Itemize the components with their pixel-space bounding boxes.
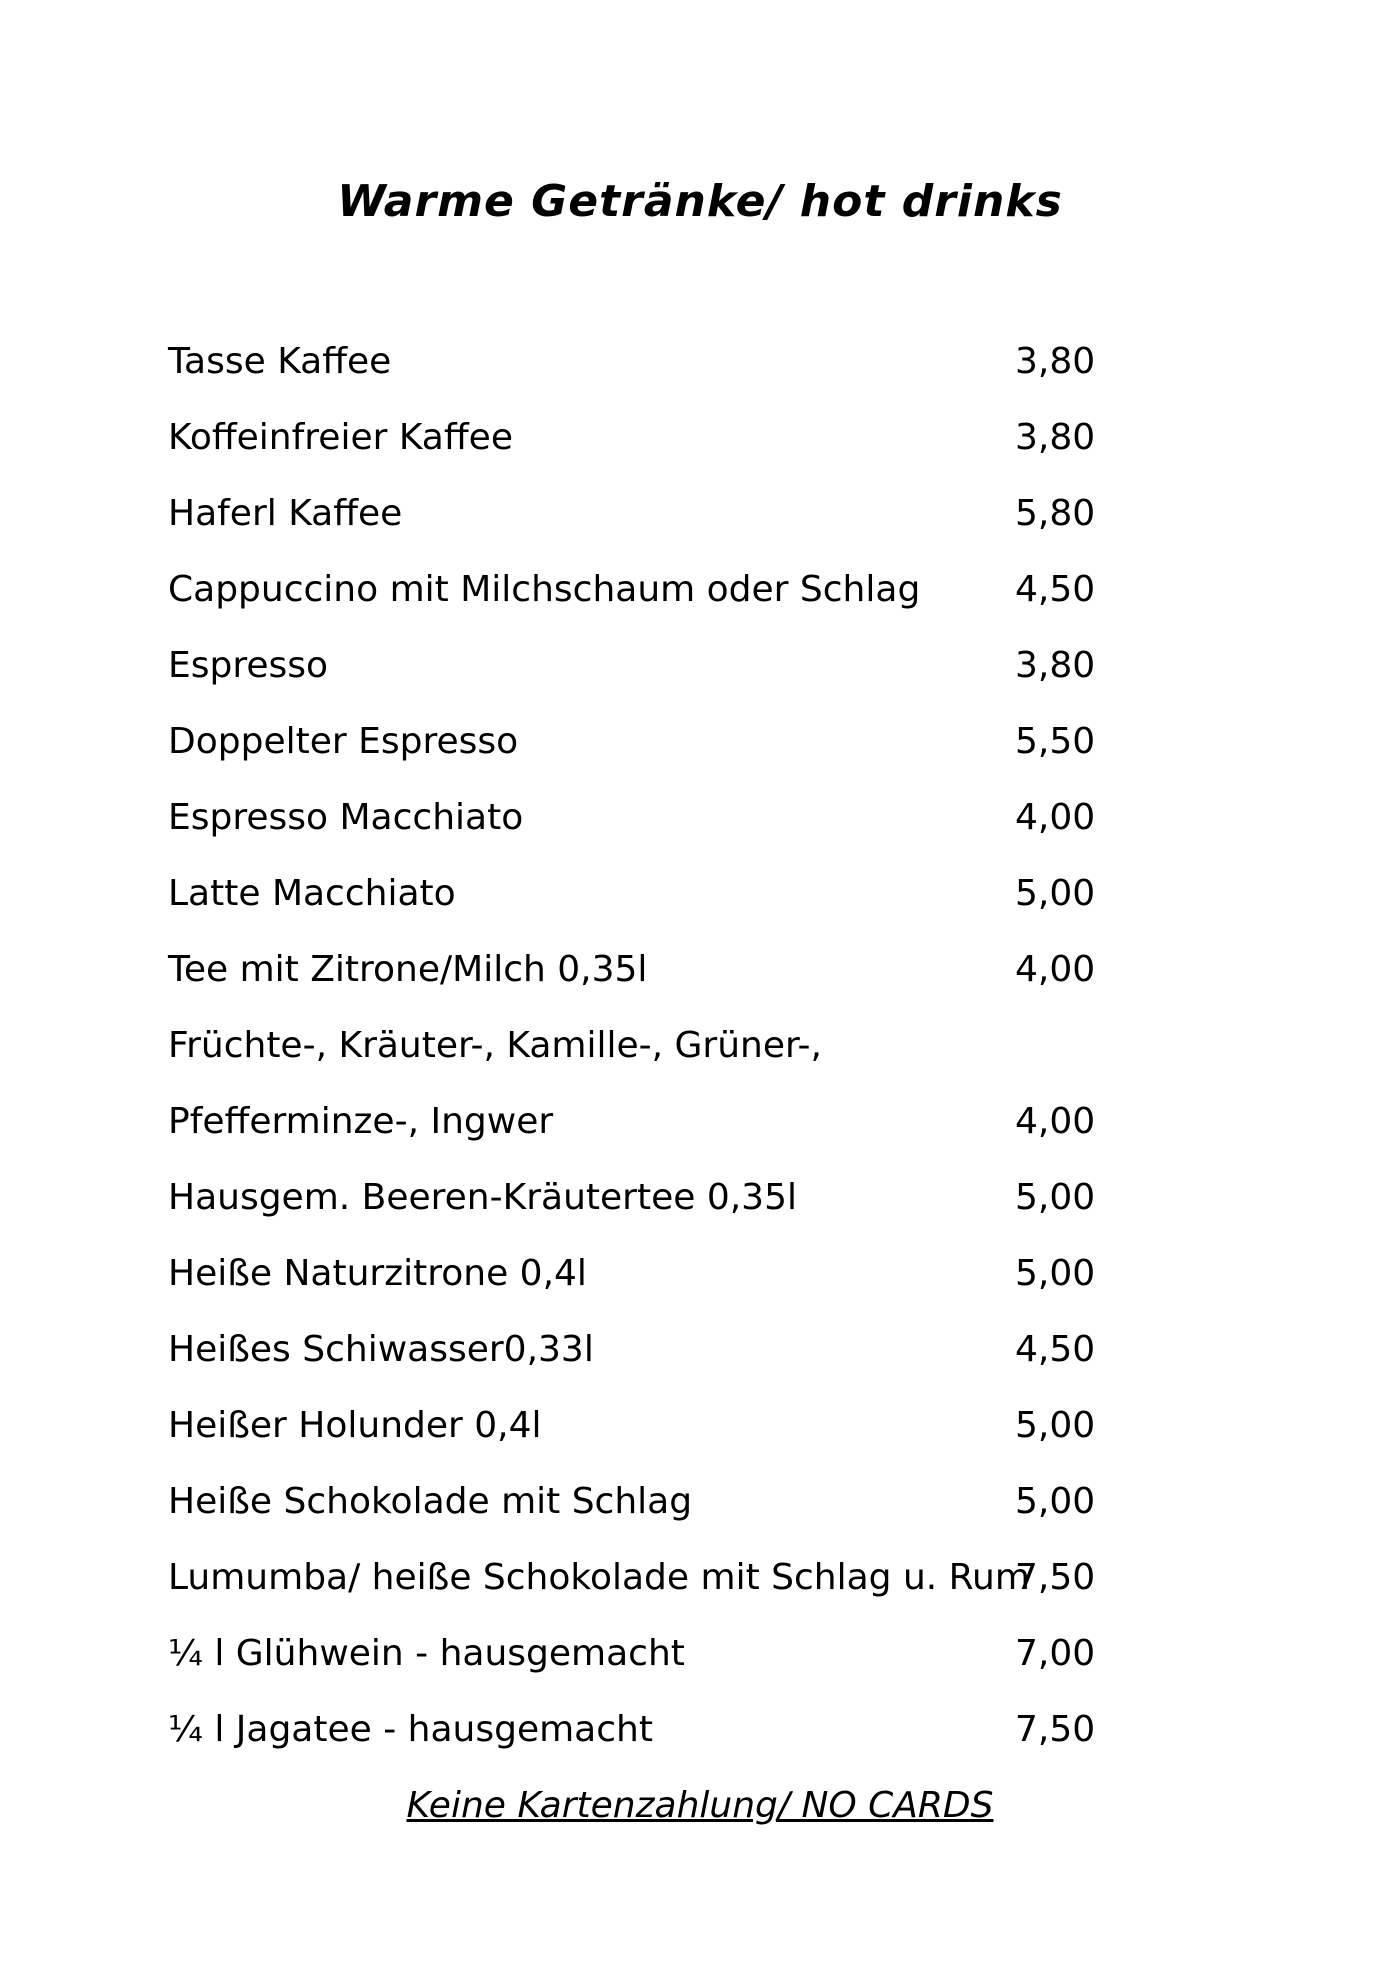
list-item — [168, 788, 1100, 864]
item-name: Doppelter Espresso — [168, 721, 519, 762]
item-price: 7,50 — [1015, 1557, 1096, 1598]
item-name: Früchte-, Kräuter-, Kamille-, Grüner-, — [168, 1025, 822, 1066]
list-item — [168, 1700, 1100, 1776]
item-price: 5,00 — [1015, 873, 1096, 914]
list-item — [168, 332, 1100, 408]
list-item — [168, 712, 1100, 788]
list-item — [168, 560, 1100, 636]
item-price: 5,80 — [1015, 493, 1096, 534]
item-name: Heißer Holunder 0,4l — [168, 1405, 542, 1446]
item-name: ¼ l Jagatee - hausgemacht — [168, 1709, 653, 1750]
item-name: Haferl Kaffee — [168, 493, 403, 534]
item-name: Cappuccino mit Milchschaum oder Schlag — [168, 569, 921, 610]
list-item — [168, 1396, 1100, 1472]
item-name: Pfefferminze-, Ingwer — [168, 1101, 554, 1142]
no-cards-notice: Keine Kartenzahlung/ NO CARDS — [406, 1785, 994, 1826]
item-name: Heißes Schiwasser0,33l — [168, 1329, 594, 1370]
item-name: Koffeinfreier Kaffee — [168, 417, 513, 458]
item-price: 7,00 — [1015, 1633, 1096, 1674]
list-item — [168, 1624, 1100, 1700]
item-name: Espresso — [168, 645, 329, 686]
item-name: ¼ l Glühwein - hausgemacht — [168, 1633, 685, 1674]
item-price: 4,00 — [1015, 797, 1096, 838]
item-price: 5,00 — [1015, 1481, 1096, 1522]
list-item — [168, 484, 1100, 560]
item-price: 5,00 — [1015, 1177, 1096, 1218]
item-price: 3,80 — [1015, 645, 1096, 686]
item-price: 3,80 — [1015, 417, 1096, 458]
list-item — [168, 1320, 1100, 1396]
list-item — [168, 1244, 1100, 1320]
item-price: 5,00 — [1015, 1253, 1096, 1294]
item-price: 3,80 — [1015, 341, 1096, 382]
item-name: Lumumba/ heiße Schokolade mit Schlag u. Rum — [168, 1557, 1030, 1598]
drinks-list — [168, 332, 1100, 1776]
list-item — [168, 1548, 1100, 1624]
list-item — [168, 408, 1100, 484]
item-price: 4,50 — [1015, 1329, 1096, 1370]
item-name: Tasse Kaffee — [168, 341, 392, 382]
item-name: Espresso Macchiato — [168, 797, 524, 838]
item-name: Heiße Naturzitrone 0,4l — [168, 1253, 587, 1294]
item-name: Latte Macchiato — [168, 873, 456, 914]
list-item — [168, 940, 1100, 1016]
item-price: 4,50 — [1015, 569, 1096, 610]
list-item — [168, 1016, 1100, 1092]
list-item — [168, 1168, 1100, 1244]
item-price: 7,50 — [1015, 1709, 1096, 1750]
list-item — [168, 1092, 1100, 1168]
item-price: 4,00 — [1015, 949, 1096, 990]
item-name: Tee mit Zitrone/Milch 0,35l — [168, 949, 648, 990]
item-price: 5,00 — [1015, 1405, 1096, 1446]
list-item — [168, 636, 1100, 712]
list-item — [168, 864, 1100, 940]
page-title: Warme Getränke/ hot drinks — [337, 176, 1063, 227]
item-name: Heiße Schokolade mit Schlag — [168, 1481, 693, 1522]
item-price: 5,50 — [1015, 721, 1096, 762]
list-item — [168, 1472, 1100, 1548]
item-name: Hausgem. Beeren-Kräutertee 0,35l — [168, 1177, 797, 1218]
item-price: 4,00 — [1015, 1101, 1096, 1142]
